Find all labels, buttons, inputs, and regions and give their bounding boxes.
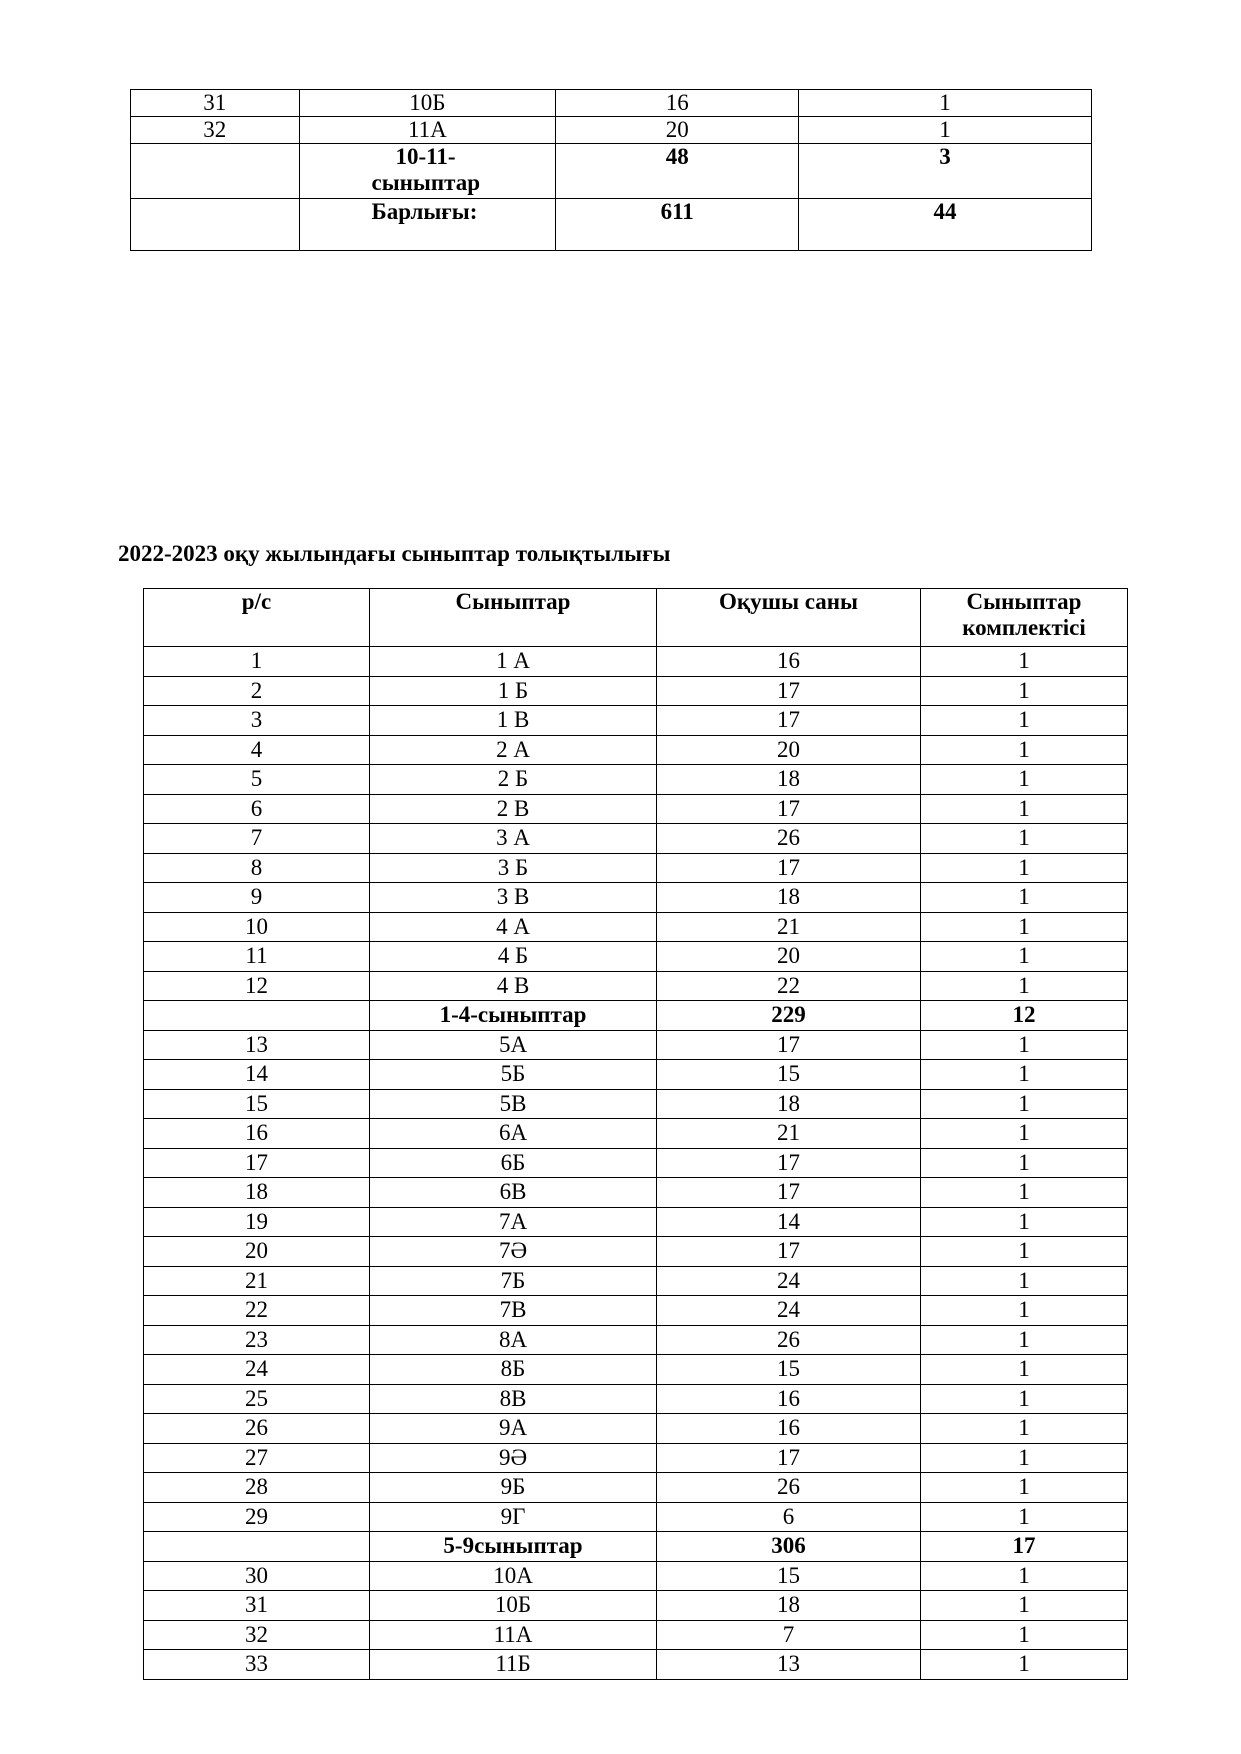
class-name: 11А: [299, 117, 556, 144]
class-sets: 1: [921, 1178, 1128, 1208]
class-name: 2 В: [370, 794, 657, 824]
header-class-sets-line2: комплектісі: [962, 615, 1086, 640]
student-count: 17: [657, 1178, 921, 1208]
row-number: 18: [144, 1178, 370, 1208]
class-name: 10Б: [299, 90, 556, 117]
table-row: [144, 1561, 1128, 1591]
class-name: 6В: [370, 1178, 657, 1208]
table-row: [144, 1148, 1128, 1178]
table-row: [144, 824, 1128, 854]
row-number: 8: [144, 853, 370, 883]
class-sets: 1: [921, 1089, 1128, 1119]
row-number: 4: [144, 735, 370, 765]
class-sets: 1: [921, 1561, 1128, 1591]
student-count: 18: [657, 1591, 921, 1621]
class-sets: 17: [921, 1532, 1128, 1562]
row-number: 24: [144, 1355, 370, 1385]
student-count: 16: [657, 1384, 921, 1414]
subtotal-row: [144, 1532, 1128, 1562]
row-number: 2: [144, 676, 370, 706]
table-row: [144, 794, 1128, 824]
student-count: 21: [657, 1119, 921, 1149]
row-number: 5: [144, 765, 370, 795]
table-row: [144, 1620, 1128, 1650]
row-number: 10: [144, 912, 370, 942]
class-sets: 1: [921, 1030, 1128, 1060]
class-sets: 1: [921, 647, 1128, 677]
total-label: Барлығы:: [299, 199, 556, 251]
student-count: 17: [657, 1237, 921, 1267]
class-name: 2 Б: [370, 765, 657, 795]
row-number: 20: [144, 1237, 370, 1267]
class-name: 7Ә: [370, 1237, 657, 1267]
table-row: [144, 765, 1128, 795]
class-sets: 1: [921, 676, 1128, 706]
student-count: 20: [657, 735, 921, 765]
student-count: 306: [657, 1532, 921, 1562]
row-number: 14: [144, 1060, 370, 1090]
student-count: 17: [657, 676, 921, 706]
subtotal-label: [299, 144, 556, 199]
class-sets: 1: [921, 794, 1128, 824]
student-count: 14: [657, 1207, 921, 1237]
row-number: [144, 1001, 370, 1031]
class-sets: 1: [921, 1650, 1128, 1680]
row-number: 23: [144, 1325, 370, 1355]
class-sets: 1: [921, 883, 1128, 913]
class-sets: 1: [921, 1148, 1128, 1178]
table-row: [144, 1237, 1128, 1267]
class-name: 8В: [370, 1384, 657, 1414]
class-sets: 1: [921, 1443, 1128, 1473]
class-sets: 1: [799, 90, 1092, 117]
class-sets: 1: [921, 1384, 1128, 1414]
student-count: 229: [657, 1001, 921, 1031]
row-number: 30: [144, 1561, 370, 1591]
table-row: [144, 706, 1128, 736]
student-count: 17: [657, 1030, 921, 1060]
total-students: 611: [556, 199, 799, 251]
header-number: р/с: [144, 589, 370, 647]
row-number: 17: [144, 1148, 370, 1178]
student-count: 17: [657, 1443, 921, 1473]
subtotal-label-line1: 10-11-: [395, 144, 456, 169]
class-sets: 1: [921, 1414, 1128, 1444]
student-count: 18: [657, 1089, 921, 1119]
student-count: 26: [657, 1325, 921, 1355]
header-classes: Сыныптар: [370, 589, 657, 647]
student-count: 18: [657, 765, 921, 795]
class-name: 1 А: [370, 647, 657, 677]
class-sets: 1: [921, 706, 1128, 736]
class-sets: 1: [799, 117, 1092, 144]
previous-year-table-fragment: [130, 89, 1092, 251]
table-row: [144, 1414, 1128, 1444]
class-sets: 1: [921, 971, 1128, 1001]
table-row: [144, 676, 1128, 706]
student-count: 16: [657, 647, 921, 677]
table-row: [144, 853, 1128, 883]
table-row: [144, 1266, 1128, 1296]
section-title: 2022-2023 оқу жылындағы сыныптар толықтылығы: [118, 541, 671, 566]
class-name: 11Б: [370, 1650, 657, 1680]
student-count: 20: [657, 942, 921, 972]
class-sets: 1: [921, 1266, 1128, 1296]
student-count: 15: [657, 1561, 921, 1591]
class-sets: 1: [921, 1296, 1128, 1326]
subtotal-row: [131, 144, 1092, 199]
row-number: 11: [144, 942, 370, 972]
subtotal-row: [144, 1001, 1128, 1031]
subtotal-sets: 3: [799, 144, 1092, 199]
header-class-sets-line1: Сыныптар: [966, 589, 1082, 614]
class-name: 6А: [370, 1119, 657, 1149]
row-number: 21: [144, 1266, 370, 1296]
student-count: 16: [556, 90, 799, 117]
table-row: [144, 1502, 1128, 1532]
row-number: 29: [144, 1502, 370, 1532]
class-name: 4 В: [370, 971, 657, 1001]
student-count: 15: [657, 1355, 921, 1385]
class-name: 5-9сыныптар: [370, 1532, 657, 1562]
student-count: 17: [657, 853, 921, 883]
student-count: 17: [657, 706, 921, 736]
class-name: 5Б: [370, 1060, 657, 1090]
class-sets: 1: [921, 1119, 1128, 1149]
class-sets: 1: [921, 912, 1128, 942]
row-number: 13: [144, 1030, 370, 1060]
class-name: 6Б: [370, 1148, 657, 1178]
class-completeness-table: [143, 588, 1128, 1680]
class-sets: 1: [921, 1325, 1128, 1355]
class-sets: 1: [921, 942, 1128, 972]
table-row: [144, 1355, 1128, 1385]
class-sets: 1: [921, 853, 1128, 883]
student-count: 24: [657, 1266, 921, 1296]
class-name: 5В: [370, 1089, 657, 1119]
table-row: [144, 1178, 1128, 1208]
class-name: 9А: [370, 1414, 657, 1444]
class-sets: 1: [921, 735, 1128, 765]
header-class-sets: [921, 589, 1128, 647]
table-row: [144, 1089, 1128, 1119]
class-name: 3 В: [370, 883, 657, 913]
class-name: 7Б: [370, 1266, 657, 1296]
class-sets: 1: [921, 1473, 1128, 1503]
table-row: [144, 883, 1128, 913]
row-number: 26: [144, 1414, 370, 1444]
table-row: [144, 1650, 1128, 1680]
class-name: 8А: [370, 1325, 657, 1355]
class-sets: 1: [921, 1237, 1128, 1267]
row-number: 19: [144, 1207, 370, 1237]
table-row: [144, 971, 1128, 1001]
row-number: 27: [144, 1443, 370, 1473]
class-sets: 1: [921, 765, 1128, 795]
class-name: 2 А: [370, 735, 657, 765]
table-row: [144, 1325, 1128, 1355]
class-name: 9Ә: [370, 1443, 657, 1473]
row-number: 3: [144, 706, 370, 736]
student-count: 20: [556, 117, 799, 144]
table-row: [144, 1060, 1128, 1090]
table-row: [144, 647, 1128, 677]
class-sets: 1: [921, 824, 1128, 854]
table-header-row: [144, 589, 1128, 647]
class-name: 7В: [370, 1296, 657, 1326]
class-name: 5А: [370, 1030, 657, 1060]
student-count: 18: [657, 883, 921, 913]
class-name: 4 Б: [370, 942, 657, 972]
table-row: [144, 1296, 1128, 1326]
class-name: 8Б: [370, 1355, 657, 1385]
class-name: 9Г: [370, 1502, 657, 1532]
class-sets: 1: [921, 1620, 1128, 1650]
row-number: [144, 1532, 370, 1562]
row-number: 12: [144, 971, 370, 1001]
subtotal-students: 48: [556, 144, 799, 199]
student-count: 16: [657, 1414, 921, 1444]
student-count: 26: [657, 1473, 921, 1503]
table-row: [131, 117, 1092, 144]
row-number: 31: [144, 1591, 370, 1621]
student-count: 17: [657, 794, 921, 824]
class-name: 3 Б: [370, 853, 657, 883]
table-row: [144, 1473, 1128, 1503]
class-name: 10Б: [370, 1591, 657, 1621]
student-count: 26: [657, 824, 921, 854]
header-students: Оқушы саны: [657, 589, 921, 647]
class-name: 4 А: [370, 912, 657, 942]
row-number: 9: [144, 883, 370, 913]
class-sets: 1: [921, 1502, 1128, 1532]
total-sets: 44: [799, 199, 1092, 251]
total-row: [131, 199, 1092, 251]
class-name: 3 А: [370, 824, 657, 854]
row-number: 25: [144, 1384, 370, 1414]
table-row: [144, 1207, 1128, 1237]
row-number: 6: [144, 794, 370, 824]
row-number: 31: [131, 90, 300, 117]
student-count: 6: [657, 1502, 921, 1532]
row-number: 33: [144, 1650, 370, 1680]
row-number: 16: [144, 1119, 370, 1149]
table-row: [144, 912, 1128, 942]
class-name: 1 Б: [370, 676, 657, 706]
row-number: 7: [144, 824, 370, 854]
empty-cell: [131, 144, 300, 199]
row-number: 15: [144, 1089, 370, 1119]
table-row: [144, 942, 1128, 972]
table-row: [144, 1119, 1128, 1149]
row-number: 22: [144, 1296, 370, 1326]
class-sets: 1: [921, 1207, 1128, 1237]
student-count: 7: [657, 1620, 921, 1650]
table-row: [144, 1443, 1128, 1473]
class-sets: 1: [921, 1355, 1128, 1385]
class-name: 1 В: [370, 706, 657, 736]
class-name: 10А: [370, 1561, 657, 1591]
row-number: 32: [131, 117, 300, 144]
row-number: 28: [144, 1473, 370, 1503]
row-number: 1: [144, 647, 370, 677]
class-name: 1-4-сыныптар: [370, 1001, 657, 1031]
class-sets: 1: [921, 1060, 1128, 1090]
student-count: 22: [657, 971, 921, 1001]
student-count: 15: [657, 1060, 921, 1090]
table-row: [144, 1591, 1128, 1621]
class-sets: 1: [921, 1591, 1128, 1621]
class-name: 11А: [370, 1620, 657, 1650]
class-name: 7А: [370, 1207, 657, 1237]
class-name: 9Б: [370, 1473, 657, 1503]
subtotal-label-line2: сыныптар: [371, 170, 481, 195]
student-count: 24: [657, 1296, 921, 1326]
student-count: 17: [657, 1148, 921, 1178]
empty-cell: [131, 199, 300, 251]
student-count: 13: [657, 1650, 921, 1680]
student-count: 21: [657, 912, 921, 942]
row-number: 32: [144, 1620, 370, 1650]
table-row: [144, 1384, 1128, 1414]
table-row: [144, 1030, 1128, 1060]
table-row: [131, 90, 1092, 117]
class-sets: 12: [921, 1001, 1128, 1031]
table-row: [144, 735, 1128, 765]
